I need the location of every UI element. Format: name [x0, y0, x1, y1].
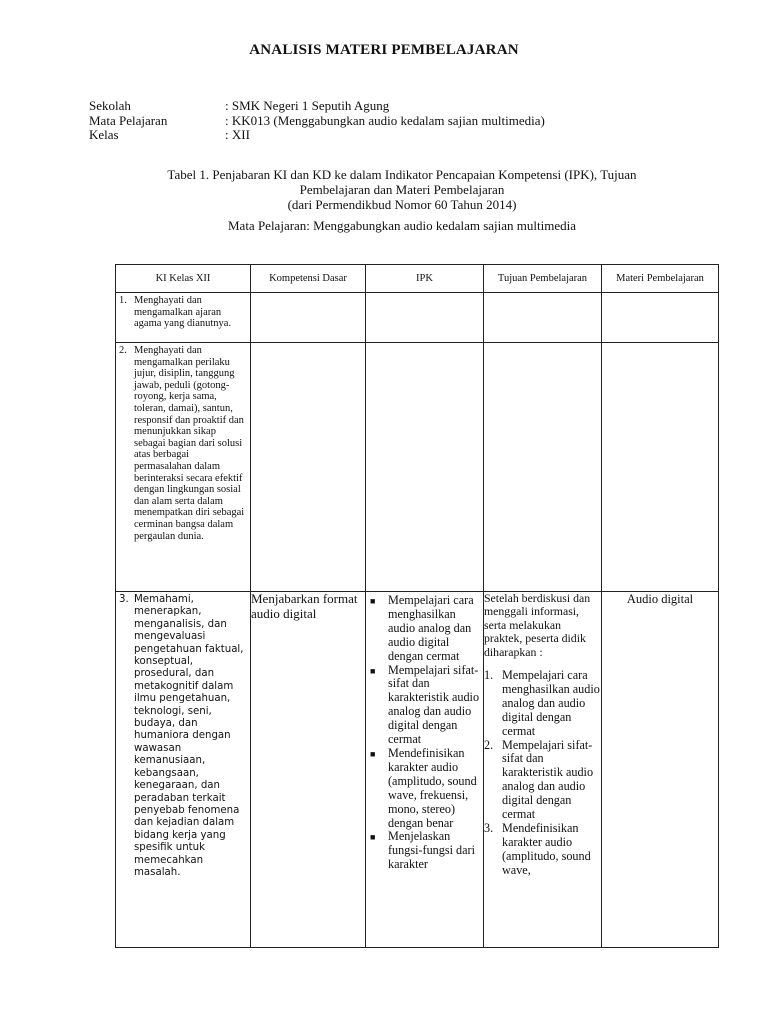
materi-cell — [602, 343, 719, 592]
table-row — [116, 343, 719, 592]
tujuan-text: Mempelajari sifat-sifat dan karakteristik audio analog dan audio digital dengan cermat — [502, 737, 594, 822]
meta-value: : XII — [225, 127, 250, 142]
kd-cell — [251, 592, 366, 948]
materi-text: Audio digital — [626, 592, 694, 606]
meta-value: : SMK Negeri 1 Seputih Agung — [225, 98, 390, 113]
square-bullet-icon: ■ — [370, 665, 376, 676]
ki-number: 2. — [119, 345, 127, 356]
caption-line: Tabel 1. Penjabaran KI dan KD ke dalam Indikator Pencapaian Kompetensi (IPK), Tujuan — [167, 167, 637, 182]
document-meta — [89, 99, 545, 143]
square-bullet-icon: ■ — [370, 748, 376, 759]
kd-cell — [251, 293, 366, 343]
meta-row-class — [89, 128, 545, 143]
ki-text: Menghayati dan mengamalkan ajaran agama yang dianutnya. — [134, 295, 232, 330]
ipk-cell — [366, 293, 484, 343]
list-item — [484, 669, 601, 739]
ipk-text: Mendefinisikan karakter audio (amplitudo, sound wave, frekuensi, mono, stereo) dengan benar — [388, 745, 477, 830]
tujuan-text: Mendefinisikan karakter audio (amplitudo, sound wave, — [502, 821, 591, 877]
ki-cell — [116, 343, 251, 592]
ki-text: Memahami, menerapkan, menganalisis, dan mengevaluasi pengetahuan faktual, konseptual, prosedural, dan metakognitif dalam ilmu pengetahuan, teknologi, seni, budaya, dan humaniora dengan wawasan kemanusiaan, kebangsaan, kenegaraan, dan peradaban terkait penyebab fenomena dan kejadian dalam bidang kerja yang spesifik untuk memecahkan masalah. — [134, 594, 244, 878]
meta-label: Kelas — [89, 127, 119, 142]
tujuan-number: 2. — [484, 737, 494, 752]
header-ipk: IPK — [366, 265, 484, 293]
meta-label: Sekolah — [89, 98, 131, 113]
tujuan-number: 3. — [484, 821, 494, 835]
tujuan-list — [484, 669, 601, 878]
header-materi: Materi Pembelajaran — [602, 265, 719, 293]
table-caption — [100, 168, 704, 212]
caption-line: (dari Permendikbud Nomor 60 Tahun 2014) — [287, 196, 517, 212]
ipk-cell — [366, 592, 484, 948]
list-item — [484, 822, 601, 878]
subject-heading: Mata Pelajaran: Menggabungkan audio kedalam sajian multimedia — [227, 218, 576, 233]
tujuan-intro: Setelah berdiskusi dan menggali informasi, serta melakukan praktek, peserta didik diharapkan : — [484, 591, 591, 659]
ki-cell — [116, 592, 251, 948]
analysis-table — [115, 264, 719, 948]
ipk-list — [366, 592, 483, 872]
document-title: ANALISIS MATERI PEMBELAJARAN — [249, 42, 519, 58]
meta-row-subject — [89, 114, 545, 129]
list-item — [370, 664, 481, 747]
ki-number: 1. — [119, 295, 127, 306]
table-header-row — [116, 265, 719, 293]
table-row — [116, 293, 719, 343]
list-item — [484, 739, 601, 822]
ki-number: 3. — [119, 594, 129, 605]
header-tujuan: Tujuan Pembelajaran — [484, 265, 602, 293]
ki-cell — [116, 293, 251, 343]
list-item — [370, 594, 481, 664]
ki-text: Menghayati dan mengamalkan perilaku jujur, disiplin, tanggung jawab, peduli (gotong-royong, kerja sama, toleran, damai), santun, responsif dan proaktif dan menunjukkan sikap sebagai bagian dari solusi atas berbagai permasalahan dalam berinteraksi secara efektif dengan lingkungan sosial dan alam serta dalam menempatkan diri sebagai cerminan bangsa dalam pergaulan dunia. — [134, 345, 245, 542]
table-row — [116, 592, 719, 948]
tujuan-cell — [484, 293, 602, 343]
tujuan-text: Mempelajari cara menghasilkan audio analog dan audio digital dengan cermat — [502, 668, 600, 738]
kd-text: Menjabarkan format audio digital — [251, 591, 358, 621]
materi-cell — [602, 592, 719, 948]
list-item — [370, 747, 481, 830]
tujuan-number: 1. — [484, 668, 494, 683]
ipk-text: Menjelaskan fungsi-fungsi dari karakter — [388, 829, 475, 872]
meta-row-school — [89, 99, 545, 114]
meta-value: : KK013 (Menggabungkan audio kedalam sajian multimedia) — [225, 112, 545, 128]
meta-label: Mata Pelajaran — [89, 112, 168, 128]
tujuan-cell — [484, 343, 602, 592]
ipk-text: Mempelajari cara menghasilkan audio analog dan audio digital dengan cermat — [388, 593, 474, 663]
kd-cell — [251, 343, 366, 592]
materi-cell — [602, 293, 719, 343]
header-kd: Kompetensi Dasar — [251, 265, 366, 293]
ipk-cell — [366, 343, 484, 592]
tujuan-cell — [484, 592, 602, 948]
square-bullet-icon: ■ — [370, 832, 376, 843]
caption-line: Pembelajaran dan Materi Pembelajaran — [299, 181, 505, 197]
list-item — [370, 830, 481, 872]
square-bullet-icon: ■ — [370, 596, 376, 606]
header-ki: KI Kelas XII — [116, 265, 251, 293]
ipk-text: Mempelajari sifat-sifat dan karakteristik audio analog dan audio digital dengan cermat — [388, 662, 480, 747]
